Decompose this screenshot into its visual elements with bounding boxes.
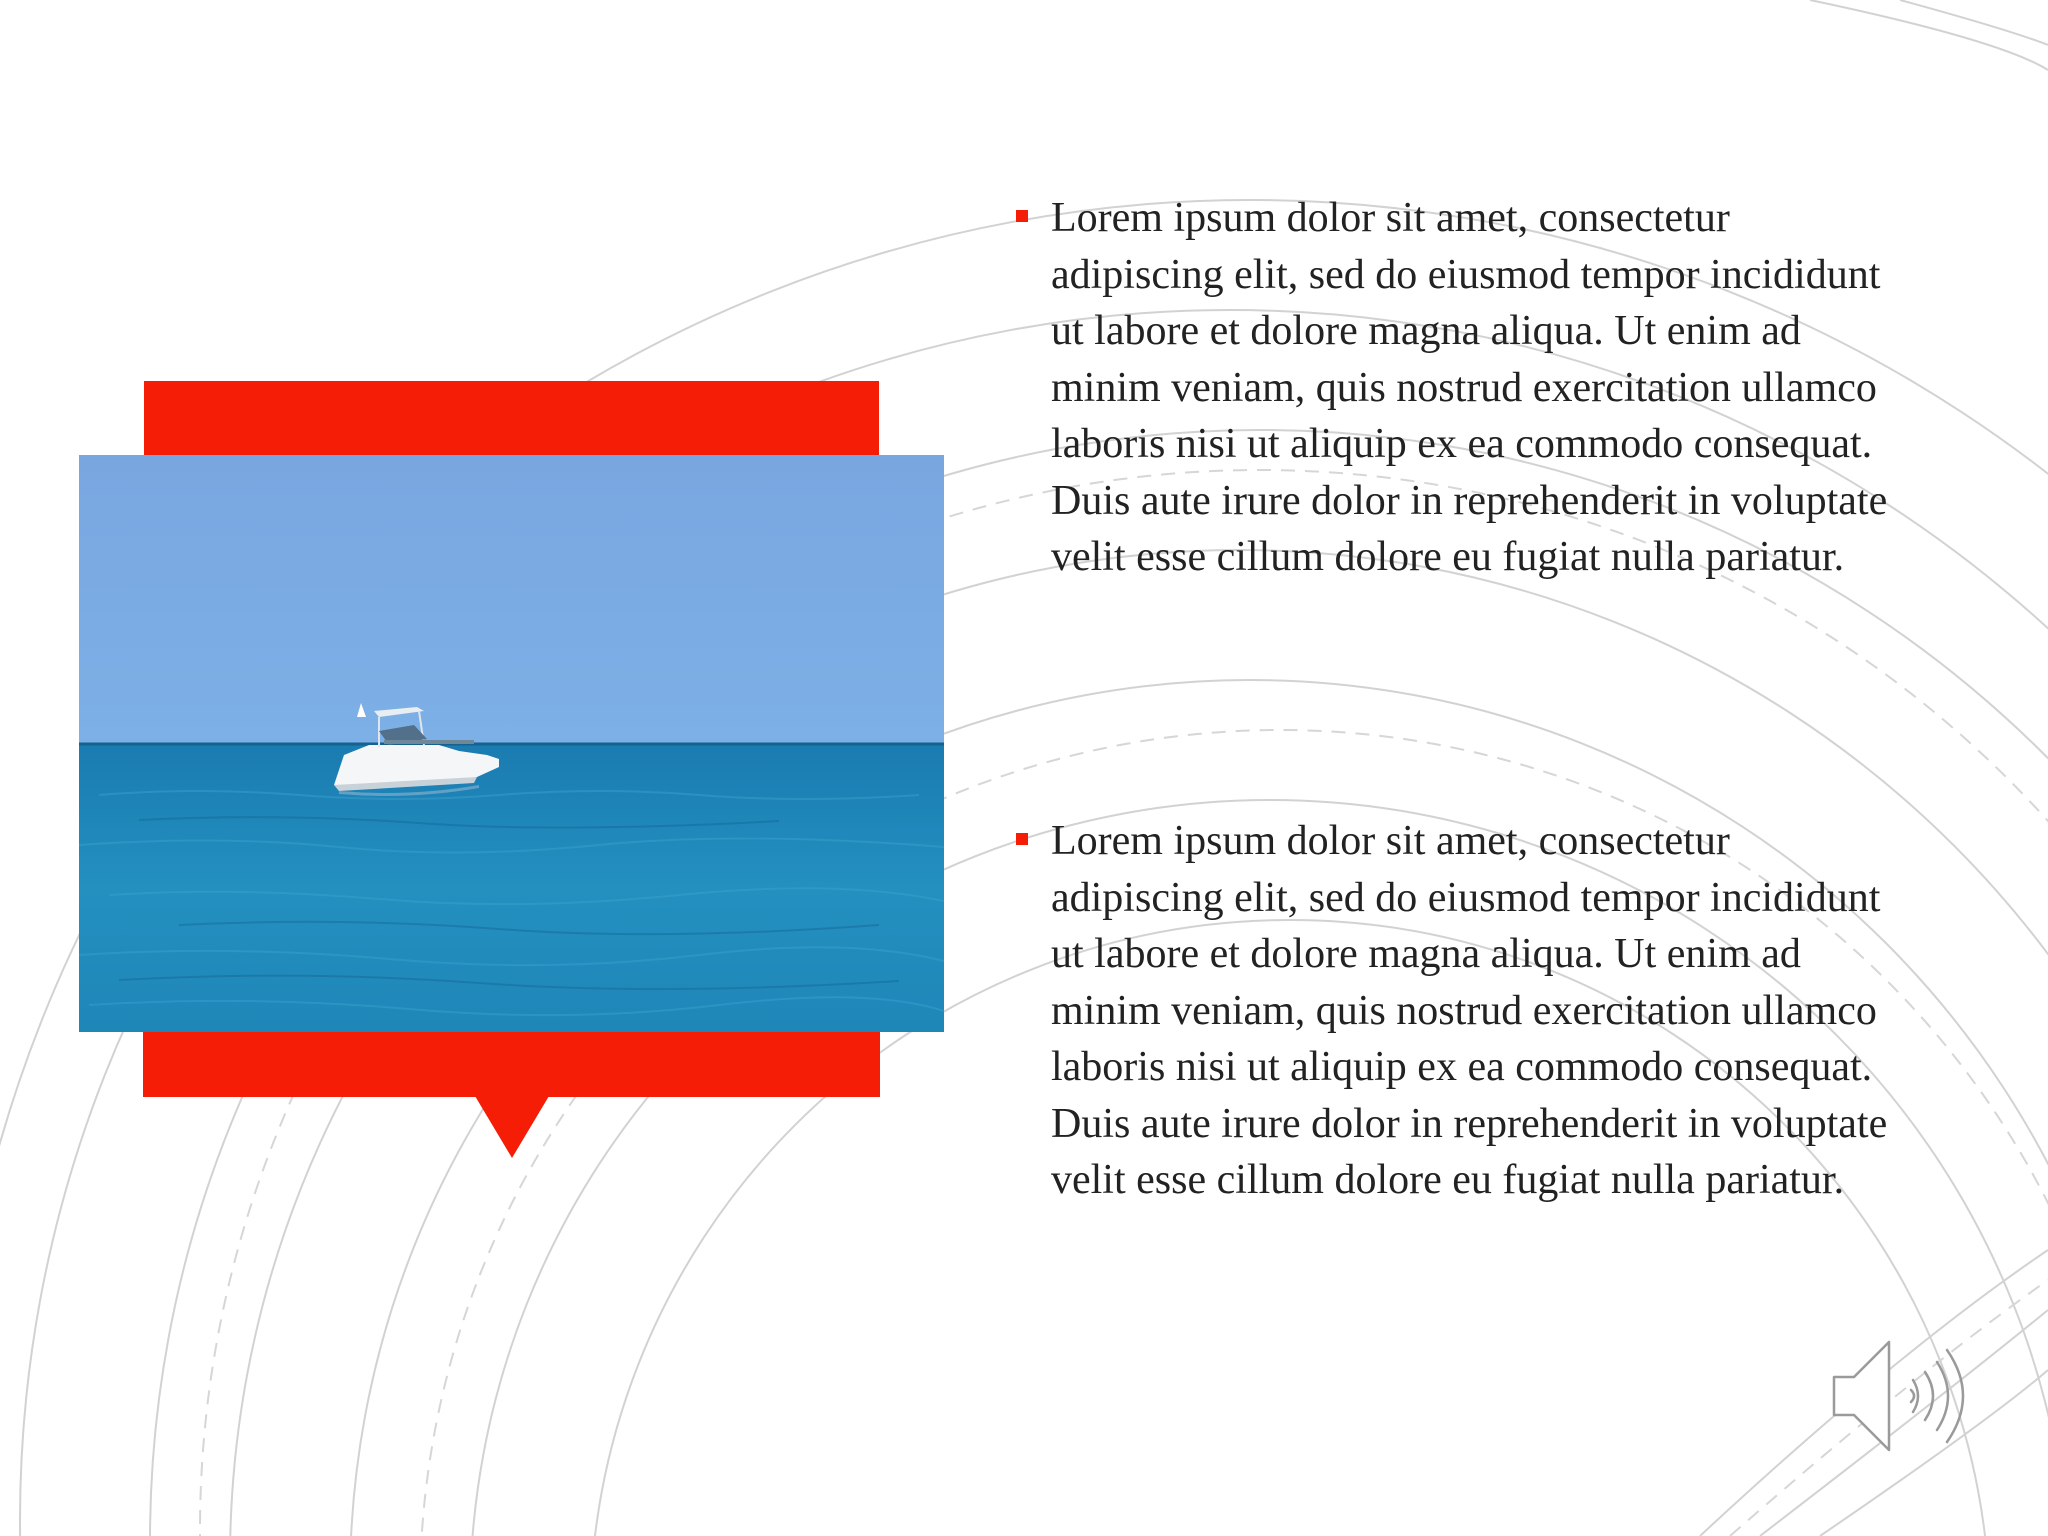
- bullet-item-2: [1016, 813, 1896, 1209]
- boat-photo: [79, 455, 944, 1032]
- red-accent-bar-bottom: [143, 1030, 880, 1097]
- bullet-text: Lorem ipsum dolor sit amet, consectetur adipiscing elit, sed do eiusmod tempor incididunt ut labore et dolore magna aliqua. Ut enim ad minim veniam, quis nostrud exercitation ullamco laboris nisi ut aliquip ex ea commodo consequat. Duis aute irure dolor in reprehenderit in voluptate velit esse cillum dolore eu fugiat nulla pariatur.: [1051, 195, 1888, 580]
- red-accent-bar-top: [144, 381, 879, 456]
- bullet-text: Lorem ipsum dolor sit amet, consectetur adipiscing elit, sed do eiusmod tempor incididunt ut labore et dolore magna aliqua. Ut enim ad minim veniam, quis nostrud exercitation ullamco laboris nisi ut aliquip ex ea commodo consequat. Duis aute irure dolor in reprehenderit in voluptate velit esse cillum dolore eu fugiat nulla pariatur.: [1051, 818, 1888, 1203]
- bullet-square-icon: [1016, 210, 1028, 222]
- bullet-square-icon: [1016, 833, 1028, 845]
- red-pointer-triangle: [475, 1096, 549, 1158]
- bullet-item-1: [1016, 190, 1896, 586]
- speaker-icon[interactable]: [1829, 1332, 1989, 1460]
